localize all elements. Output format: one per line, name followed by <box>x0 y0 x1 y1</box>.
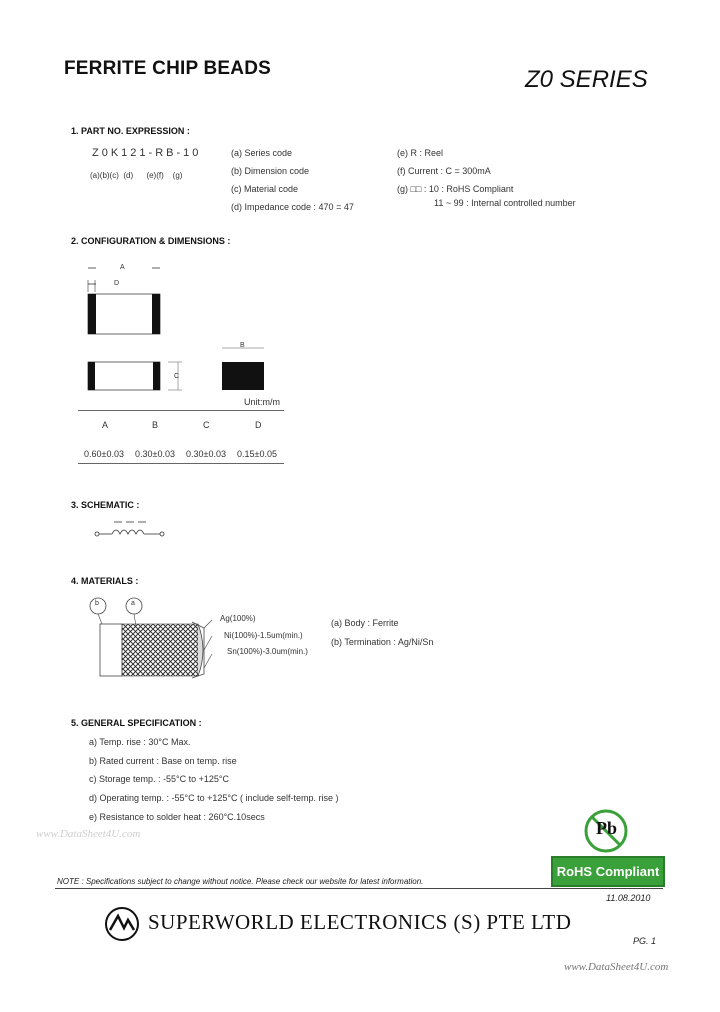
table-top-rule <box>78 410 284 411</box>
part-left-item: (b) Dimension code <box>231 166 310 176</box>
watermark-left: www.DataSheet4U.com <box>36 828 141 840</box>
inductor-symbol-icon <box>92 518 172 544</box>
dim-label-a: A <box>120 264 125 271</box>
note-text: NOTE : Specifications subject to change without notice. Please check our website for latest information. <box>57 877 424 886</box>
dimension-drawing <box>70 258 300 408</box>
dim-label-c: C <box>174 373 180 380</box>
part-left-item: (d) Impedance code : 470 = 47 <box>231 202 354 212</box>
page-number: PG. 1 <box>633 936 657 946</box>
material-termination: (b) Termination : Ag/Ni/Sn <box>331 637 434 647</box>
page-title: FERRITE CHIP BEADS <box>64 58 271 79</box>
callout-b: b <box>95 600 99 607</box>
table-header: A <box>102 420 109 430</box>
part-right-item: (e) R : Reel <box>397 148 444 158</box>
callout-a: a <box>131 600 135 607</box>
company-logo-icon <box>104 906 140 942</box>
series-title: Z0 SERIES <box>525 66 648 93</box>
config-heading: 2. CONFIGURATION & DIMENSIONS : <box>71 236 231 246</box>
part-left-item: (c) Material code <box>231 184 299 194</box>
material-layer: Ni(100%)-1.5um(min.) <box>224 631 303 640</box>
pb-label: Pb <box>596 818 618 838</box>
part-code-letters: (a)(b)(c) (d) (e)(f) (g) <box>90 171 183 180</box>
company-name: SUPERWORLD ELECTRONICS (S) PTE LTD <box>148 910 572 934</box>
footer-rule <box>55 888 663 889</box>
part-code: Z0K121-RB-10 <box>92 147 202 159</box>
table-header: D <box>255 420 262 430</box>
table-value: 0.30±0.03 <box>135 449 175 459</box>
table-value: 0.60±0.03 <box>84 449 124 459</box>
part-right-item: (f) Current : C = 300mA <box>397 166 491 176</box>
table-value: 0.15±0.05 <box>237 449 277 459</box>
part-left-item: (a) Series code <box>231 148 293 158</box>
table-header: C <box>203 420 210 430</box>
spec-item: c) Storage temp. : -55°C to +125°C <box>89 774 230 784</box>
table-header: B <box>152 420 159 430</box>
dim-label-d: D <box>114 280 120 287</box>
spec-item: a) Temp. rise : 30°C Max. <box>89 737 191 747</box>
materials-drawing <box>88 594 238 684</box>
table-value: 0.30±0.03 <box>186 449 226 459</box>
date-text: 11.08.2010 <box>606 893 651 903</box>
part-no-heading: 1. PART NO. EXPRESSION : <box>71 126 190 136</box>
rohs-badge: RoHS Compliant <box>551 856 665 887</box>
schematic-heading: 3. SCHEMATIC : <box>71 500 140 510</box>
materials-heading: 4. MATERIALS : <box>71 576 139 586</box>
unit-label: Unit:m/m <box>244 397 280 407</box>
general-heading: 5. GENERAL SPECIFICATION : <box>71 718 202 728</box>
part-right-item: (g) □□ : 10 : RoHS Compliant <box>397 184 514 194</box>
spec-item: b) Rated current : Base on temp. rise <box>89 756 237 766</box>
material-body: (a) Body : Ferrite <box>331 618 399 628</box>
footer-watermark: www.DataSheet4U.com <box>564 961 669 973</box>
table-bottom-rule <box>78 463 284 464</box>
part-right-item: 11 ~ 99 : Internal controlled number <box>434 198 576 208</box>
material-layer: Ag(100%) <box>220 614 256 623</box>
spec-item: d) Operating temp. : -55°C to +125°C ( include self-temp. rise ) <box>89 793 339 803</box>
dim-label-b: B <box>240 342 245 349</box>
spec-item: e) Resistance to solder heat : 260°C.10secs <box>89 812 265 822</box>
material-layer: Sn(100%)-3.0um(min.) <box>227 647 308 656</box>
